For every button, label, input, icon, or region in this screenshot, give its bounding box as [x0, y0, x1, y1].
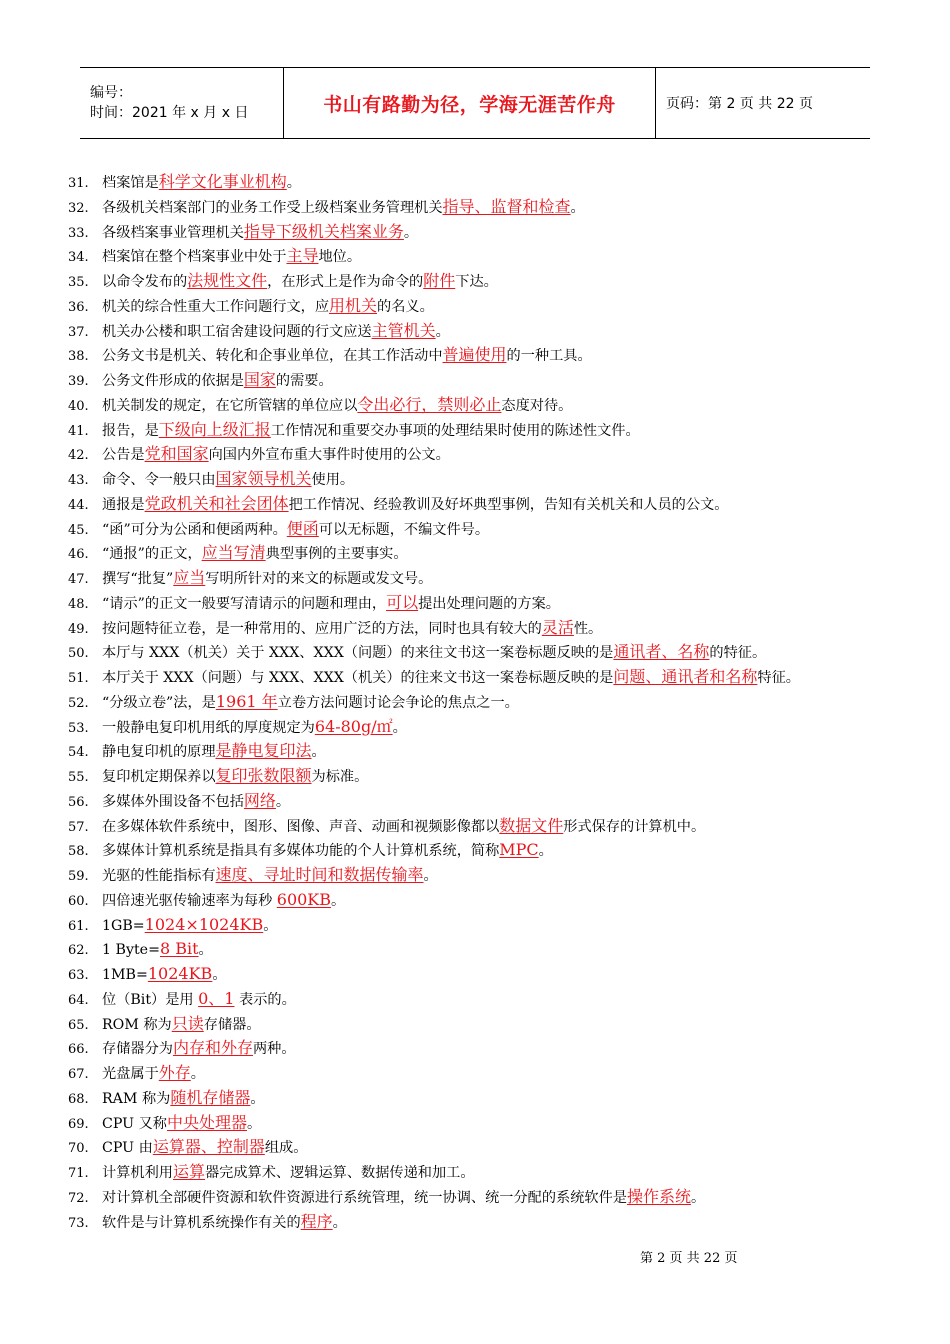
answer-text: 复印张数限额 [215, 766, 312, 785]
answer-text: 只读 [171, 1013, 204, 1033]
list-item [68, 393, 898, 418]
item-number: 66. [68, 1042, 89, 1058]
list-item [68, 1111, 898, 1136]
question-text: 典型事例的主要事实。 [265, 546, 408, 563]
question-text: 各级档案事业管理机关 [102, 224, 244, 241]
question-text: 立卷方法问题讨论会争论的焦点之一。 [277, 694, 519, 711]
answer-text: 应当 [173, 568, 206, 587]
question-text: 命令、令一般只由 [102, 472, 216, 488]
item-number: 37. [68, 324, 89, 340]
item-number: 54. [68, 745, 89, 761]
question-text: 1GB= [102, 917, 145, 934]
question-text: 。 [212, 967, 227, 983]
answer-text: 附件 [423, 271, 456, 290]
answer-text: 国家领导机关 [215, 469, 312, 488]
question-text: 机关办公楼和职工宿舍建设问题的行文应送 [102, 323, 372, 340]
question-text: 。 [198, 942, 213, 959]
question-text: 写明所针对的来文的标题或发文号。 [205, 571, 433, 587]
answer-text: 随机存储器 [170, 1087, 251, 1107]
list-item [68, 566, 898, 591]
question-text: 位（Bit）是用 [102, 991, 199, 1008]
question-text: 形式保存的计算机中。 [563, 818, 706, 835]
list-item [68, 1210, 898, 1235]
item-number: 41. [68, 423, 89, 439]
question-text: 通报是 [102, 496, 145, 513]
document-code: 编号： [90, 85, 132, 101]
answer-text: 1961 年 [215, 691, 278, 711]
question-text: 1 Byte= [102, 942, 160, 959]
question-text: 对计算机全部硬件资源和软件资源进行系统管理，统一协调、统一分配的系统软件是 [102, 1189, 627, 1206]
answer-text: 内存和外存 [172, 1038, 253, 1058]
question-text: 。 [538, 843, 553, 860]
question-text: 四倍速光驱传输速率为每秒 [102, 892, 277, 909]
answer-text: 党政机关和社会团体 [144, 493, 289, 513]
question-text: 静电复印机的原理 [102, 744, 216, 761]
question-text: 。 [570, 199, 585, 216]
question-text: 。 [331, 892, 346, 909]
question-text: 计算机利用 [102, 1165, 173, 1181]
answer-text: 可以 [386, 592, 419, 612]
question-text: 。 [190, 1066, 205, 1082]
item-number: 59. [68, 869, 89, 884]
item-number: 51. [68, 671, 89, 686]
question-text: 。 [263, 917, 278, 934]
question-text: 下达。 [455, 274, 498, 290]
list-item [68, 541, 898, 566]
question-text: 机关的综合性重大工作问题行文，应 [102, 298, 330, 315]
document-time: 时间：2021 年 x 月 x 日 [90, 105, 249, 121]
list-item [68, 665, 898, 690]
question-text: 光驱的性能指标有 [102, 868, 216, 884]
answer-text: 操作系统 [626, 1186, 691, 1206]
list-item [68, 343, 898, 368]
question-text: 。 [403, 224, 419, 241]
item-number: 52. [68, 695, 89, 711]
question-text: 特征。 [757, 670, 800, 686]
answer-text: 运算 [172, 1162, 205, 1181]
question-text: 。 [435, 323, 450, 340]
list-item [68, 467, 898, 492]
answer-text: 中央处理器 [167, 1112, 248, 1132]
list-item [68, 319, 898, 344]
list-item [68, 962, 898, 987]
question-text: 表示的。 [234, 991, 296, 1008]
list-item [68, 739, 898, 764]
list-item [68, 220, 898, 245]
item-number: 68. [68, 1091, 89, 1107]
list-item [68, 640, 898, 665]
question-text: 。 [332, 1214, 347, 1231]
list-item [68, 888, 898, 913]
question-text: 光盘属于 [102, 1066, 159, 1082]
list-item [68, 368, 898, 393]
header-motto-cell [284, 68, 656, 138]
answer-text: 普遍使用 [442, 345, 507, 365]
question-text: 把工作情况、经验教训及好坏典型事例，告知有关机关和人员的公文。 [288, 496, 729, 513]
question-text: RAM 称为 [102, 1090, 171, 1107]
motto: 书山有路勤为径，学海无涯苦作舟 [323, 93, 616, 116]
item-number: 35. [68, 275, 89, 290]
item-number: 46. [68, 547, 89, 563]
answer-text: 数据文件 [499, 815, 564, 835]
answer-text: 下级向上级汇报 [158, 419, 271, 439]
question-text: 按问题特征立卷，是一种常用的、应用广泛的方法，同时也具有较大的 [102, 620, 542, 637]
list-item [68, 492, 898, 517]
question-text: 的需要。 [275, 373, 333, 389]
item-number: 39. [68, 374, 89, 389]
list-item [68, 814, 898, 839]
answer-text: 主导 [286, 246, 319, 266]
list-item [68, 418, 898, 443]
question-text: 在多媒体软件系统中，图形、图像、声音、动画和视频影像都以 [102, 818, 500, 835]
list-item [68, 1135, 898, 1160]
answer-text: 通讯者、名称 [613, 642, 710, 662]
question-text: CPU 由 [102, 1140, 153, 1157]
item-number: 64. [68, 992, 89, 1008]
answer-text: 灵活 [541, 617, 574, 637]
item-number: 58. [68, 844, 89, 860]
question-text: 。 [423, 868, 438, 884]
item-number: 71. [68, 1166, 89, 1181]
question-text: 档案馆在整个档案事业中处于 [102, 249, 287, 266]
answer-text: 1024×1024KB [144, 914, 264, 934]
question-text: 态度对待。 [501, 397, 573, 414]
item-number: 34. [68, 250, 89, 266]
list-item [68, 244, 898, 269]
item-number: 50. [68, 646, 89, 662]
question-text: “请示”的正文一般要写清请示的问题和理由， [102, 595, 387, 612]
question-text: 。 [250, 1090, 265, 1107]
item-number: 31. [68, 176, 89, 191]
question-text: 工作情况和重要交办事项的处理结果时使用的陈述性文件。 [270, 422, 640, 439]
question-text: 。 [286, 175, 301, 191]
question-text: 公务文书是机关、转化和企事业单位，在其工作活动中 [102, 348, 443, 365]
item-number: 72. [68, 1190, 89, 1206]
list-item [68, 937, 898, 962]
item-number: 45. [68, 522, 89, 538]
question-text: 公务文件形成的依据是 [102, 373, 244, 389]
answer-text: 问题、通讯者和名称 [613, 667, 758, 686]
question-text: 为标准。 [311, 769, 369, 785]
item-number: 56. [68, 794, 89, 810]
list-item [68, 616, 898, 641]
question-text: 的一种工具。 [506, 348, 592, 365]
answer-text: 指导、监督和检查 [442, 196, 571, 216]
answer-text: 应当写清 [201, 543, 266, 563]
list-item [68, 1061, 898, 1086]
question-text: 多媒体外围设备不包括 [102, 793, 244, 810]
item-number: 42. [68, 448, 89, 464]
answer-text: 600KB [276, 889, 332, 909]
answer-text: 科学文化事业机构 [158, 172, 287, 191]
list-item [68, 294, 898, 319]
item-number: 63. [68, 968, 89, 983]
answer-text: 8 Bit [159, 939, 199, 959]
question-text: 。 [311, 744, 326, 761]
question-text: 提出处理问题的方案。 [418, 595, 560, 612]
question-text: ROM 称为 [102, 1016, 172, 1033]
question-text: 本厅与 XXX（机关）关于 XXX、XXX（问题）的来往文书这一案卷标题反映的是 [102, 645, 614, 662]
question-text: 公告是 [102, 447, 145, 464]
answer-text: 1024KB [147, 964, 213, 983]
answer-text: 令出必行，禁则必止 [357, 394, 502, 414]
question-text: 撰写“批复” [102, 571, 174, 587]
list-item [68, 1036, 898, 1061]
list-item [68, 863, 898, 888]
answer-text: 指导下级机关档案业务 [243, 221, 404, 241]
question-text: 地位。 [318, 249, 362, 266]
question-text: 多媒体计算机系统是指具有多媒体功能的个人计算机系统，简称 [102, 843, 500, 860]
answer-text: 运算器、控制器 [152, 1137, 265, 1157]
answer-text: 网络 [243, 790, 276, 810]
answer-text: 速度、寻址时间和数据传输率 [215, 865, 424, 884]
item-number: 61. [68, 918, 89, 934]
question-text: 存储器。 [203, 1016, 261, 1033]
list-item [68, 913, 898, 938]
item-number: 43. [68, 473, 89, 488]
answer-text: 党和国家 [144, 444, 209, 464]
item-number: 33. [68, 225, 89, 241]
list-item [68, 838, 898, 863]
header-page-info: 页码：第 2 页 共 22 页 [666, 96, 813, 112]
question-text: 复印机定期保养以 [102, 769, 216, 785]
list-item [68, 715, 898, 740]
list-item [68, 170, 898, 195]
question-text: 组成。 [264, 1140, 308, 1157]
list-item [68, 195, 898, 220]
list-item [68, 591, 898, 616]
list-item [68, 269, 898, 294]
question-text: ，在形式上是作为命令的 [267, 274, 424, 290]
item-number: 40. [68, 398, 89, 414]
question-text: 存储器分为 [102, 1041, 173, 1058]
page-footer: 第 2 页 共 22 页 [640, 1251, 738, 1266]
question-text: 报告，是 [102, 422, 159, 439]
question-text: 机关制发的规定，在它所管辖的单位应以 [102, 397, 358, 414]
list-item [68, 987, 898, 1012]
question-text: 本厅关于 XXX（问题）与 XXX、XXX（机关）的往来文书这一案卷标题反映的是 [102, 670, 614, 686]
question-text: 以命令发布的 [102, 274, 188, 290]
item-number: 67. [68, 1067, 89, 1082]
question-text: 性。 [573, 620, 603, 637]
answer-text: 国家 [243, 370, 276, 389]
question-text: “分级立卷”法，是 [102, 694, 216, 711]
item-number: 36. [68, 299, 89, 315]
list-item [68, 789, 898, 814]
question-text: 。 [247, 1115, 262, 1132]
question-text: 一般静电复印机用纸的厚度规定为 [102, 719, 315, 736]
question-text: 。 [392, 719, 407, 736]
item-number: 47. [68, 572, 89, 587]
answer-text: 0、1 [198, 988, 235, 1008]
list-item [68, 764, 898, 789]
answer-text: 主管机关 [371, 320, 436, 340]
answer-text: 是静电复印法 [215, 741, 312, 761]
item-number: 73. [68, 1215, 89, 1231]
item-number: 62. [68, 943, 89, 959]
answer-text: MPC [499, 840, 539, 860]
answer-text: 用机关 [329, 295, 378, 315]
list-item [68, 517, 898, 542]
question-text: 可以无标题，不编文件号。 [318, 521, 490, 538]
item-number: 38. [68, 349, 89, 365]
page-header [80, 67, 870, 139]
question-text: 软件是与计算机系统操作有关的 [102, 1214, 301, 1231]
question-text: 使用。 [311, 472, 355, 488]
answer-text: 外存 [158, 1063, 191, 1082]
list-item [68, 1185, 898, 1210]
question-list [68, 170, 898, 1234]
question-text: 两种。 [252, 1041, 296, 1058]
list-item [68, 1086, 898, 1111]
question-text: 的名义。 [377, 298, 434, 315]
answer-text: 便函 [286, 518, 319, 538]
item-number: 65. [68, 1017, 89, 1033]
item-number: 57. [68, 819, 89, 835]
answer-text: 程序 [300, 1211, 333, 1231]
item-number: 53. [68, 720, 89, 736]
list-item [68, 1012, 898, 1037]
answer-text: 法规性文件 [187, 271, 268, 290]
question-text: 器完成算术、逻辑运算、数据传递和加工。 [204, 1165, 475, 1181]
question-text: 各级机关档案部门的业务工作受上级档案业务管理机关 [102, 199, 443, 216]
item-number: 32. [68, 200, 89, 216]
item-number: 55. [68, 770, 89, 785]
question-text: 档案馆是 [102, 175, 159, 191]
question-text: “通报”的正文， [102, 546, 202, 563]
item-number: 69. [68, 1116, 89, 1132]
item-number: 60. [68, 893, 89, 909]
item-number: 70. [68, 1141, 89, 1157]
header-meta [80, 68, 284, 138]
question-text: 。 [690, 1189, 706, 1206]
item-number: 48. [68, 596, 89, 612]
question-text: CPU 又称 [102, 1115, 167, 1132]
question-text: “函”可分为公函和便函两种。 [102, 521, 287, 538]
list-item [68, 690, 898, 715]
question-text: 1MB= [102, 967, 148, 983]
item-number: 44. [68, 497, 89, 513]
answer-text: 64-80g/㎡ [314, 716, 393, 736]
question-text: 。 [275, 793, 291, 810]
item-number: 49. [68, 621, 89, 637]
list-item [68, 442, 898, 467]
question-text: 的特征。 [709, 645, 767, 662]
list-item [68, 1160, 898, 1185]
question-text: 向国内外宣布重大事件时使用的公文。 [208, 447, 450, 464]
